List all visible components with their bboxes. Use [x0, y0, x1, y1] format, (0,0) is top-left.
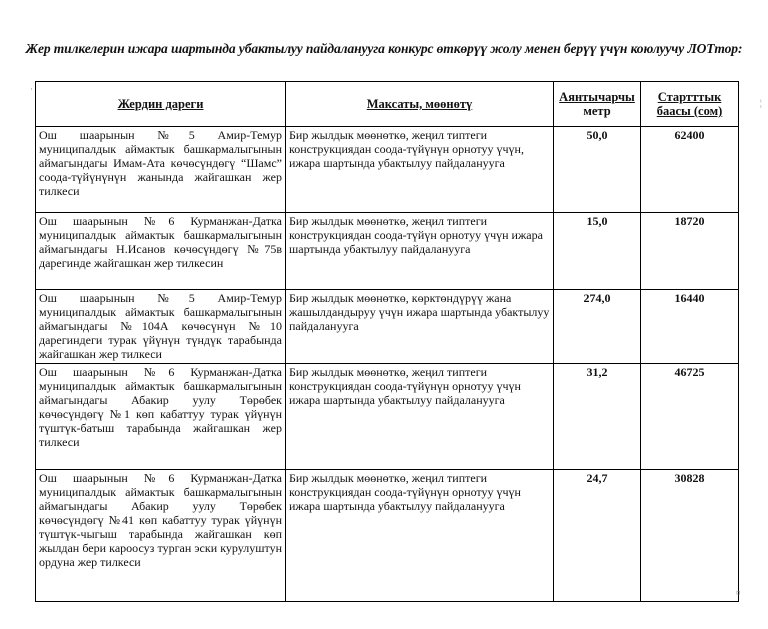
- cell-area: 15,0: [554, 213, 641, 290]
- cell-area: 31,2: [554, 364, 641, 470]
- column-header-address: [36, 82, 286, 127]
- cell-area: 50,0: [554, 127, 641, 213]
- lots-table: [35, 81, 739, 602]
- cell-purpose: Бир жылдык мөөнөткө, жеңил типтеги конструкциядан соода-түйүнүн орнотуу үчүн ижара шартында убактылуу пайдаланууга: [286, 470, 554, 602]
- cell-area: 274,0: [554, 290, 641, 364]
- cell-price: 30828: [641, 470, 739, 602]
- table-row: [36, 290, 739, 364]
- cell-purpose: Бир жылдык мөөнөткө, жеңил типтеги конструкциядан соода-түйүн орнотуу үчүн ижара шартында убактылуу пайдаланууга: [286, 213, 554, 290]
- cell-price: 16440: [641, 290, 739, 364]
- cell-price: 18720: [641, 213, 739, 290]
- table-row: [36, 364, 739, 470]
- column-header-purpose: [286, 82, 554, 127]
- cell-price: 62400: [641, 127, 739, 213]
- margin-mark-right: ¦: [760, 98, 762, 108]
- cell-purpose: Бир жылдык мөөнөткө, жеңил типтеги конструкциядан соода-түйүнүн орнотуу үчүн ижара шартында убактылуу пайдаланууга: [286, 364, 554, 470]
- cell-address: Ош шаарынын №6 Курманжан-Датка муниципалдык аймактык башкармалыгынын аймагындагы Абакир уулу Төрөбек көчөсүндөгү №1 көп кабаттуу турак үйүнүн түштүк-батыш тарабында жайгашкан жер тилкеси: [36, 364, 286, 470]
- column-header-price-line1: Стартттык: [657, 90, 722, 104]
- cell-price: 46725: [641, 364, 739, 470]
- table-row: [36, 470, 739, 602]
- cell-address: Ош шаарынын №5 Амир-Темур муниципалдык аймактык башкармалыгынын аймагындагы Имам-Ата көчөсүндөгү “Шамс” соода-түйүнүнүн жанында жайгашкан жер тилкеси: [36, 127, 286, 213]
- cell-address: Ош шаарынын №5 Амир-Темур муниципалдык аймактык башкармалыгынын аймагындагы №104А көчөсүнүн №10 дарегиндеги турак үйүнүн түндүк тарабында жайгашкан жер тилкеси: [36, 290, 286, 364]
- table-end-mark: ¤: [736, 588, 741, 598]
- column-header-price: [641, 82, 739, 127]
- column-header-area-line1: Аянтычарчы: [559, 90, 635, 104]
- cell-address: Ош шаарынын №6 Курманжан-Датка муниципалдык аймактык башкармалыгынын аймагындагы Абакир уулу Төрөбек көчөсүндөгү №41 көп кабаттуу турак үйүнүн түштүк-чыгыш тарабында жайгашкан көп жылдан бери кароосуз турган эски курулуштун ордуна жер тилкеси: [36, 470, 286, 602]
- cell-area: 24,7: [554, 470, 641, 602]
- column-header-address-label: Жердин дареги: [117, 97, 204, 111]
- column-header-area: [554, 82, 641, 127]
- cell-purpose: Бир жылдык мөөнөткө, жеңил типтеги конструкциядан соода-түйүнүн орнотуу үчүн, ижара шартында убактылуу пайдаланууга: [286, 127, 554, 213]
- column-header-area-line2: метр: [583, 104, 611, 118]
- column-header-price-line2: баасы (сом): [656, 104, 723, 118]
- table-row: [36, 213, 739, 290]
- table-header-row: [36, 82, 739, 127]
- cell-purpose: Бир жылдык мөөнөткө, көрктөндүрүү жана жашылдандыруу үчүн ижара шартында убактылуу пайдаланууга: [286, 290, 554, 364]
- table-row: [36, 127, 739, 213]
- margin-mark-left: ·: [30, 84, 33, 94]
- column-header-purpose-label: Максаты, мөөнөтү: [366, 97, 473, 111]
- cell-address: Ош шаарынын №6 Курманжан-Датка муниципалдык аймактык башкармалыгынын аймагындагы Н.Исанов көчөсүндөгү №75в дарегинде жайгашкан жер тилкесин: [36, 213, 286, 290]
- page-title: Жер тилкелерин ижара шартында убактылуу пайдаланууга конкурс өткөрүү жолу менен берүү үчүн коюлуучу ЛОТтор:: [25, 41, 743, 56]
